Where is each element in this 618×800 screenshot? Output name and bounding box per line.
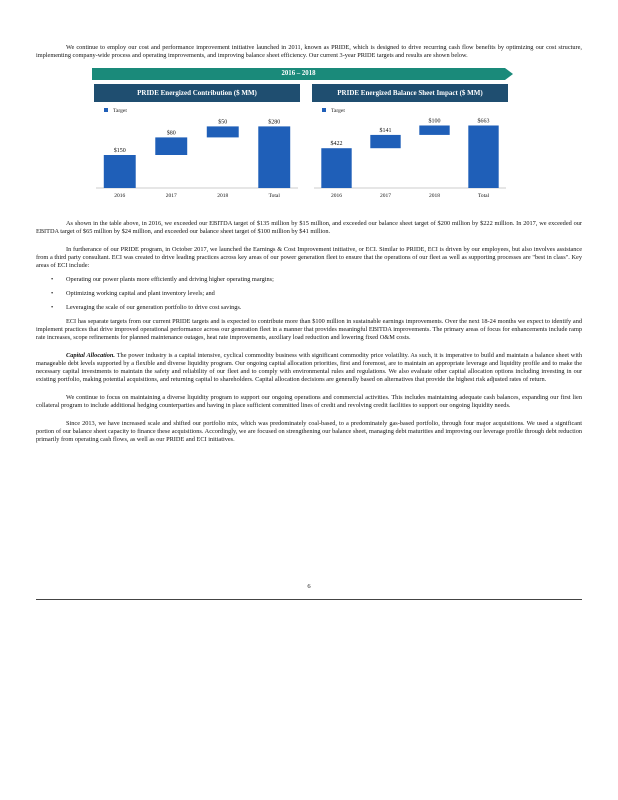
tick-label: 2018 bbox=[217, 193, 229, 199]
intro-paragraph: We continue to employ our cost and performance improvement initiative launched in 2011, known as PRIDE, which is designed to drive recurring cash flow benefits by optimizing our cost structure, implementing company-wide process and operating improvements, and improving balance sheet efficiency. Our current 3-year PRIDE targets and results are shown below. bbox=[36, 44, 582, 59]
data-label: $280 bbox=[268, 119, 281, 126]
footer-rule bbox=[36, 599, 582, 600]
capital-allocation-paragraph bbox=[36, 352, 582, 384]
charts-area bbox=[36, 84, 582, 212]
banner-arrow-icon bbox=[505, 68, 513, 80]
eci-areas-list bbox=[36, 276, 582, 312]
bar-2016 bbox=[104, 155, 136, 188]
eci-paragraph: In furtherance of our PRIDE program, in October 2017, we launched the Earnings & Cost Improvement initiative, or ECI. Similar to PRIDE, ECI is driven by our employees, but also involves assistance from a third party consultant. ECI was created to drive leading practices across key areas of our power generation fleet to ensure that the operations of our fleet as well as supporting processes are "best in class". Key areas of ECI include: bbox=[36, 246, 582, 269]
contribution-chart bbox=[94, 106, 300, 210]
balance-sheet-chart bbox=[312, 106, 508, 210]
tick-label: 2018 bbox=[429, 193, 440, 199]
data-label: $141 bbox=[379, 127, 392, 134]
data-label: $150 bbox=[113, 148, 126, 154]
legend-swatch bbox=[322, 108, 326, 112]
capital-allocation-text: The power industry is a capital intensive, cyclical commodity business with significant commodity price volatility. As such, it is imperative to build and maintain a balance sheet with manageable debt levels supported by a flexible and diverse liquidity program. Our ongoing capital allocation priorities, first and foremost, are to maintain an appropriate leverage and liquidity profile and to make the necessary capital investments to maintain the safety and reliability of our fleet and to comply with environmental rules and regulations. We also evaluate other capital allocation options including investing in our existing portfolio, making potential acquisitions, and returning capital to shareholders. Capital allocation decisions are generally based on alternatives that provide the highest risk adjusted rates of return. bbox=[36, 352, 583, 383]
legend-label: Target bbox=[113, 108, 127, 114]
liquidity-paragraph: We continue to focus on maintaining a diverse liquidity program to support our ongoing operations and commercial activities. This includes maintaining adequate cash balances, expanding our first lien collateral program to include additional hedging counterparties and having in place sufficient committed lines of credit and revolving credit facilities to support our ongoing liquidity needs. bbox=[36, 394, 582, 409]
portfolio-paragraph: Since 2013, we have increased scale and shifted our portfolio mix, which was predominately coal-based, to a predominately gas-based portfolio, through four major acquisitions. We used a significant portion of our balance sheet capacity to finance these acquisitions. Accordingly, we are focused on strengthening our balance sheet, managing debt maturities and improving our leverage profile through debt reduction primarily from operating cash flows, as well as our PRIDE and ECI initiatives. bbox=[36, 420, 582, 443]
bar-total bbox=[258, 126, 290, 188]
chart-1-title: PRIDE Energized Contribution ($ MM) bbox=[94, 84, 300, 102]
bar-2017 bbox=[155, 137, 187, 155]
tick-label: 2017 bbox=[165, 193, 177, 199]
list-item: • Optimizing working capital and plant inventory levels; and bbox=[36, 290, 582, 298]
capital-allocation-heading: Capital Allocation. bbox=[66, 352, 115, 359]
data-label: $80 bbox=[166, 130, 176, 137]
period-banner bbox=[36, 68, 582, 80]
bar-2017 bbox=[370, 135, 400, 148]
data-label: $50 bbox=[218, 119, 228, 126]
tick-label: Total bbox=[268, 193, 280, 199]
bar-2016 bbox=[321, 148, 351, 188]
legend-swatch bbox=[104, 108, 108, 112]
bar-total bbox=[468, 125, 498, 188]
tick-label: 2016 bbox=[114, 193, 126, 199]
data-label: $663 bbox=[477, 118, 490, 125]
page-number: 6 bbox=[307, 583, 311, 590]
bar-2018 bbox=[419, 125, 449, 134]
list-item: • Leveraging the scale of our generation portfolio to drive cost savings. bbox=[36, 304, 582, 312]
results-paragraph: As shown in the table above, in 2016, we exceeded our EBITDA target of $135 million by $15 million, and exceeded our balance sheet target of $200 million by $222 million. In 2017, we exceeded our EBITDA target of $65 million by $24 million, and exceeded our balance sheet target of $100 million by $41 million. bbox=[36, 220, 582, 235]
document-page bbox=[36, 44, 583, 590]
bar-2018 bbox=[207, 126, 239, 137]
eci-targets-paragraph: ECI has separate targets from our current PRIDE targets and is expected to contribute more than $100 million in sustainable earnings improvements. Over the next 18-24 months we expect to identify and implement practices that drive improved operational performance across our generation fleet in a manner that provides meaningful EBITDA improvements. The primary areas of focus for enhancements include ramp rate increases, scope refinements for planned maintenance outages, heat rate improvements, auxiliary load reduction and lowering fixed O&M costs. bbox=[36, 318, 582, 341]
legend-label: Target bbox=[331, 108, 345, 114]
tick-label: 2017 bbox=[380, 193, 391, 199]
chart-2-title: PRIDE Energized Balance Sheet Impact ($ MM) bbox=[312, 84, 508, 102]
data-label: $422 bbox=[330, 141, 343, 148]
list-item: • Operating our power plants more efficiently and driving higher operating margins; bbox=[36, 276, 582, 284]
period-banner-label: 2016 – 2018 bbox=[92, 68, 505, 80]
tick-label: Total bbox=[477, 193, 490, 199]
tick-label: 2016 bbox=[331, 193, 342, 199]
data-label: $100 bbox=[428, 118, 441, 125]
